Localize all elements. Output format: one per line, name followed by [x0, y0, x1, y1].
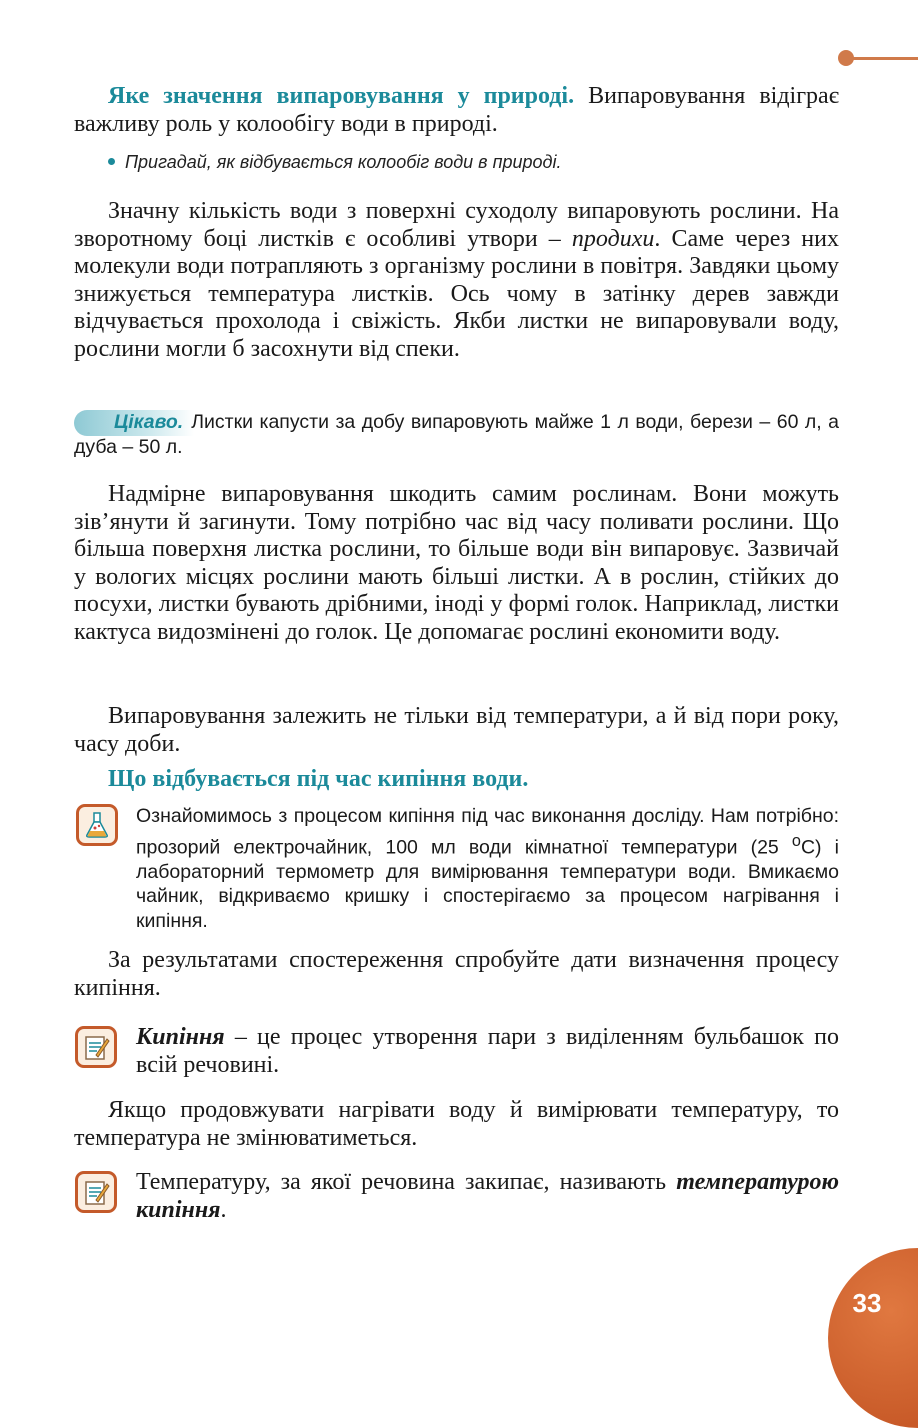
degree-sup: o — [791, 831, 801, 850]
paragraph-text: Значну кількість води з поверхні суходолу випаровують рослини. На зворотному боці листків є особливі утвори – — [74, 198, 839, 252]
paragraph-stomata — [74, 198, 839, 363]
page-number-badge — [828, 1248, 918, 1428]
paragraph-factors: Випаровування залежить не тільки від температури, а й від пори року, часу доби. — [74, 703, 839, 757]
paragraph-observation: За результатами спостереження спробуйте дати визначення процесу кипіння. — [74, 947, 839, 1001]
definition-note-icon — [75, 1171, 117, 1213]
reminder-text: Пригадай, як відбувається колообіг води в природі. — [125, 152, 562, 172]
definition-boiling-point — [136, 1169, 839, 1224]
section-boiling-heading — [74, 766, 839, 794]
section-heading: Що відбувається під час кипіння води. — [108, 766, 529, 792]
experiment-text-part: C) і лабораторний термометр для вимірювання температури води. Вмикаємо чайник, відкриваємо кришку і спостерігаємо за процесом нагрівання і кипіння. — [136, 836, 839, 932]
experiment-text — [136, 804, 839, 933]
experiment-text-part: Ознайомимось з процесом кипіння під час виконання досліду. Нам потрібно: прозорий електрочайник, 100 мл води кімнатної температури (25 — [136, 805, 839, 858]
definition-text: Температуру, за якої речовина закипає, називають — [136, 1169, 677, 1195]
page-number: 33 — [852, 1288, 882, 1318]
experiment-flask-icon — [76, 804, 118, 846]
section-text: Випаровування відіграє важливу роль у колообігу води в природі. — [74, 83, 839, 137]
section-evaporation-nature — [74, 83, 839, 138]
term-stomata: продихи — [571, 225, 655, 252]
header-decor-dot — [838, 50, 854, 66]
paragraph-excess-evaporation: Надмірне випаровування шкодить самим рослинам. Вони можуть зів’янути й загинути. Тому потрібно час від часу поливати рослини. Що більша поверхня листка рослини, то більше води він випаровує. Зазвичай у вологих місцях рослини мають більші листки. А в рослин, стійких до посухи, листки бувають дрібними, іноді у формі голок. Наприклад, листки кактуса видозмінені до голок. Це допомагає рослині економити воду. — [74, 481, 839, 645]
definition-text: – це процес утворення пари з виділенням бульбашок по всій речовині. — [136, 1024, 839, 1078]
term-boiling-point: температурою кипіння — [136, 1169, 839, 1223]
term-boiling: Кипіння — [136, 1024, 225, 1050]
bullet-dot-icon — [108, 158, 115, 165]
fun-fact-text: Листки капусти за добу випаровують майже 1 л води, берези – 60 л, а дуба – 50 л. — [74, 411, 839, 458]
definition-boiling — [136, 1024, 839, 1079]
fun-fact-box — [74, 410, 839, 460]
reminder-bullet — [108, 152, 808, 173]
definition-note-icon — [75, 1026, 117, 1068]
header-decor-line — [846, 57, 918, 60]
paragraph-text: . Саме через них молекули води потрапляють з організму рослини в повітря. Завдяки цьому знижується температура листків. Ось чому в затінку дерев завжди відчувається прохолода і свіжість. Якби листки не випаровували воду, рослини могли б засохнути від спеки. — [74, 225, 839, 362]
paragraph-constant-temp: Якщо продовжувати нагрівати воду й вимірювати температуру, то температура не змінюватиметься. — [74, 1097, 839, 1151]
fun-fact-label: Цікаво. — [114, 411, 184, 433]
definition-end: . — [220, 1196, 227, 1223]
section-heading: Яке значення випаровування у природі. — [108, 83, 575, 109]
